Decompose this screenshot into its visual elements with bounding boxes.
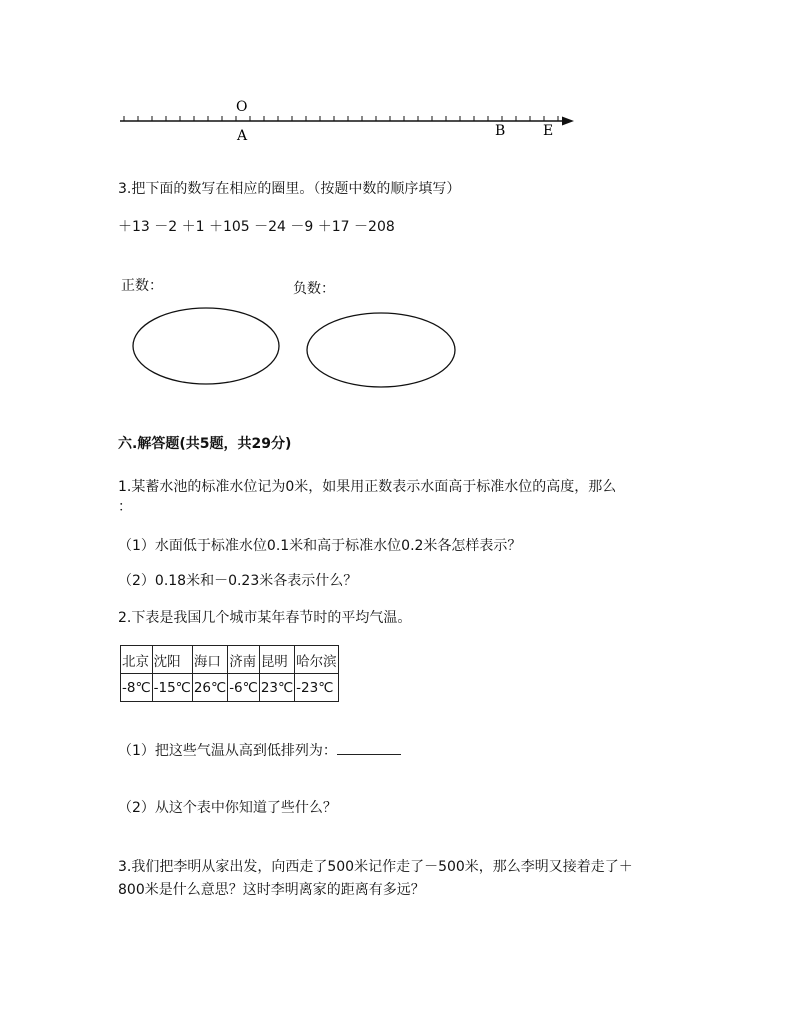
- p1-sub2: （2）0.18米和－0.23米各表示什么？: [118, 573, 358, 589]
- table-cell: 26℃: [192, 674, 227, 702]
- table-cell: -23℃: [295, 674, 339, 702]
- table-cell: -15℃: [152, 674, 192, 702]
- p2-prompt: 2.下表是我国几个城市某年春节时的平均气温。: [118, 610, 412, 626]
- p3-line1: 3.我们把李明从家出发，向西走了500米记作走了－500米，那么李明又接着走了＋: [118, 859, 633, 875]
- number-line: [0, 0, 794, 160]
- table-cell: 北京: [121, 646, 153, 674]
- p3-line2: 800米是什么意思？这时李明离家的距离有多远？: [118, 882, 425, 898]
- p2-sub2: （2）从这个表中你知道了些什么？: [118, 800, 337, 816]
- table-row: [121, 674, 339, 702]
- negative-label: 负数：: [293, 281, 335, 297]
- p1-line2: ：: [118, 499, 132, 515]
- positive-circle: [133, 308, 279, 384]
- table-cell: -8℃: [121, 674, 153, 702]
- point-a-label: A: [237, 128, 248, 144]
- point-o-label: O: [236, 99, 248, 115]
- p1-sub1: （1）水面低于标准水位0.1米和高于标准水位0.2米各怎样表示？: [118, 538, 522, 554]
- point-b-label: B: [495, 123, 506, 139]
- number-line-arrow: [562, 117, 574, 126]
- answer-blank[interactable]: [337, 740, 401, 755]
- answer-circles: [0, 300, 794, 400]
- p2-sub1: （1）把这些气温从高到低排列为：: [118, 743, 337, 759]
- table-row: [121, 646, 339, 674]
- positive-label: 正数：: [121, 278, 163, 294]
- section-heading: 六.解答题(共5题，共29分): [118, 436, 292, 452]
- q3-prompt: 3.把下面的数写在相应的圈里。（按题中数的顺序填写）: [118, 181, 461, 197]
- temperature-table: [120, 645, 339, 702]
- p1-line1: 1.某蓄水池的标准水位记为0米，如果用正数表示水面高于标准水位的高度，那么: [118, 479, 617, 495]
- point-e-label: E: [543, 123, 554, 139]
- p2-sub1-row: [118, 740, 401, 760]
- table-cell: 23℃: [259, 674, 294, 702]
- q3-numbers: ＋13 －2 ＋1 ＋105 －24 －9 ＋17 －208: [118, 219, 395, 235]
- number-line-ticks: [124, 116, 558, 121]
- table-cell: 海口: [192, 646, 227, 674]
- table-cell: 哈尔滨: [295, 646, 339, 674]
- table-cell: 昆明: [259, 646, 294, 674]
- table-cell: 沈阳: [152, 646, 192, 674]
- negative-circle: [307, 313, 455, 387]
- table-cell: 济南: [228, 646, 260, 674]
- table-cell: -6℃: [228, 674, 260, 702]
